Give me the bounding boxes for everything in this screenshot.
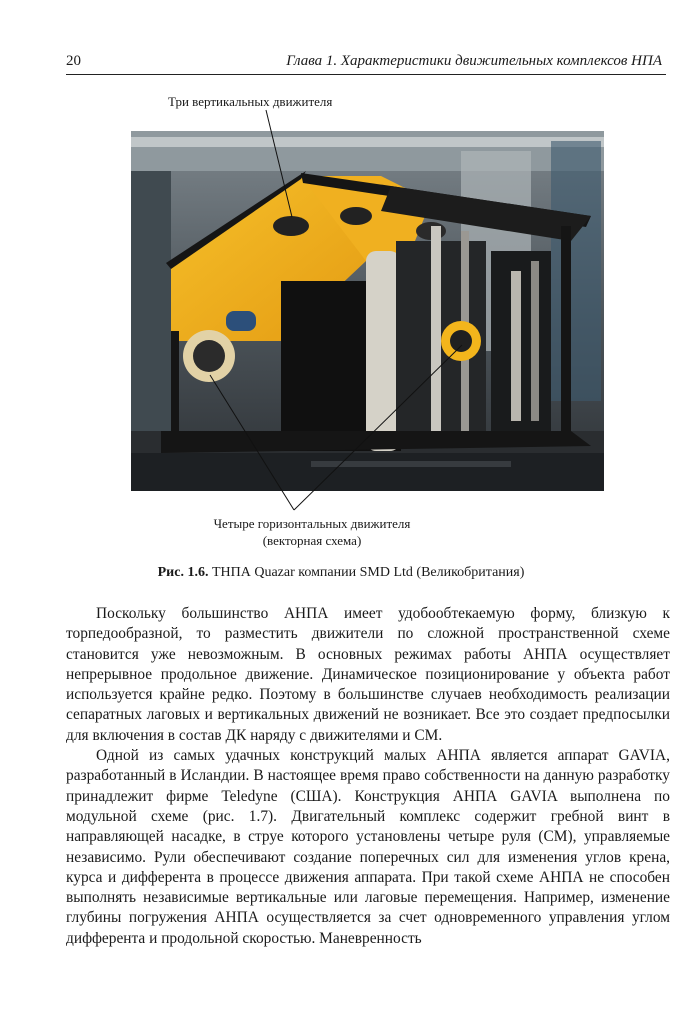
figure-number: Рис. 1.6. bbox=[157, 565, 209, 580]
figure-caption-text: ТНПА Quazar компании SMD Ltd (Великобритания) bbox=[208, 565, 525, 580]
paragraph: Поскольку большинство АНПА имеет удобообтекаемую форму, близкую к торпедообразной, то разместить движители по сложной пространственной схеме становится уже невозможным. В основных режимах работы АНПА осуществляет непрерывное продольное движение. Динамическое позиционирование у объекта работ используется крайне редко. Поэтому в большинстве случаев необходимость реализации сепаратных лаговых и вертикальных движений не возникает. Все это создает предпосылки для включения в состав ДК наряду с движителями и СМ. bbox=[66, 605, 670, 744]
running-title: Глава 1. Характеристики движительных комплексов НПА bbox=[286, 53, 662, 69]
label-horizontal-line1: Четыре горизонтальных движителя bbox=[213, 516, 411, 531]
body-text bbox=[66, 604, 670, 949]
label-vertical-thrusters: Три вертикальных движителя bbox=[168, 94, 333, 109]
running-header bbox=[66, 50, 666, 75]
label-horizontal-thrusters bbox=[200, 515, 424, 549]
paragraph: Одной из самых удачных конструкций малых АНПА является аппарат GAVIA, разработанный в Исландии. В настоящее время право собственности на данную разработку принадлежит фирме Teledyne (США). Конструкция АНПА GAVIA выполнена по модульной схеме (рис. 1.7). Двигательный комплекс содержит гребной винт в направляющей насадке, в струе которого установлены четыре руля (СМ), управляемые независимо. Рули обеспечивают создание поперечных сил для изменения углов крена, курса и дифферента в процессе движения аппарата. При такой схеме АНПА не способен выполнять независимые вертикальные или лаговые перемещения. Например, изменение глубины погружения АНПА осуществляется за счет одновременного управления углом дифферента и продольной скоростью. Маневренность bbox=[66, 747, 670, 947]
figure-caption bbox=[0, 565, 682, 581]
label-horizontal-line2: (векторная схема) bbox=[262, 533, 362, 548]
page-number: 20 bbox=[66, 53, 81, 69]
rov-photo bbox=[131, 131, 604, 491]
